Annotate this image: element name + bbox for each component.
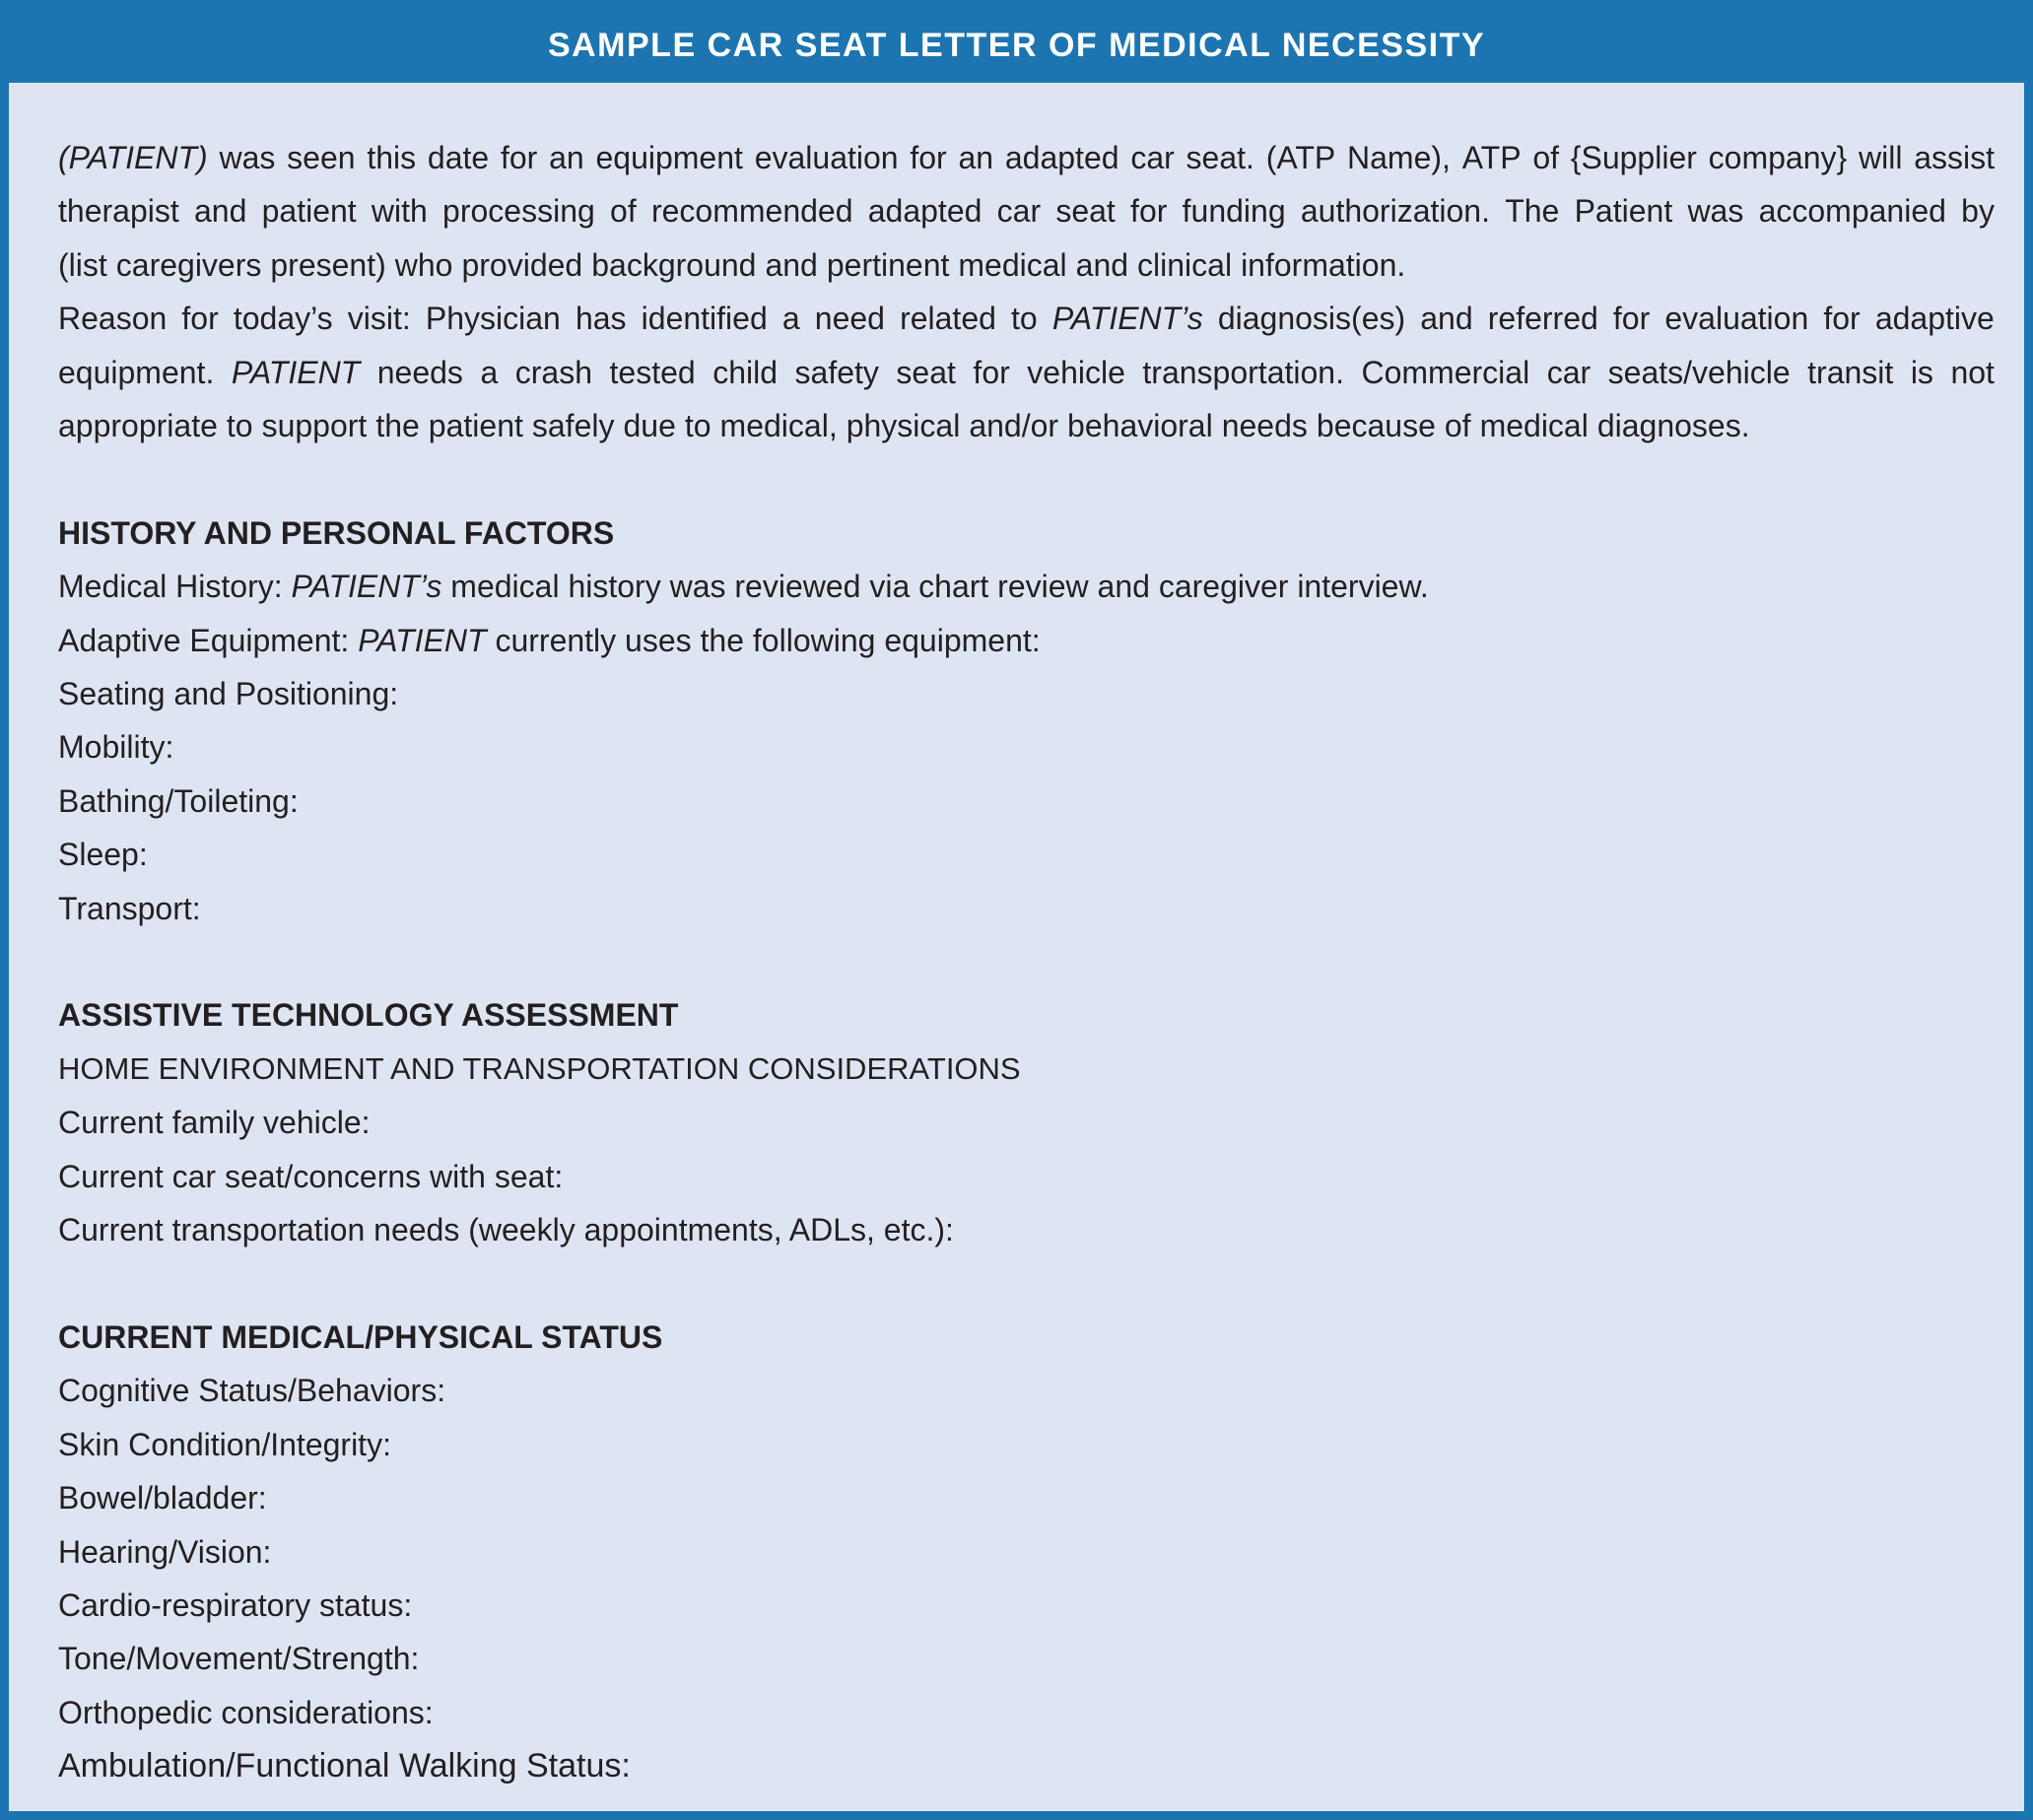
intro-word: tested bbox=[609, 354, 696, 390]
intro-word: seats/vehicle bbox=[1607, 354, 1791, 390]
history-item: Sleep: bbox=[58, 837, 148, 873]
intro-word: an bbox=[549, 140, 584, 175]
spacer bbox=[58, 452, 1995, 506]
status-item: Bowel/bladder: bbox=[58, 1480, 267, 1517]
intro-word: who bbox=[394, 246, 453, 283]
intro-word: for bbox=[973, 354, 1010, 390]
adaptive-equipment-label: Adaptive Equipment: bbox=[58, 622, 350, 658]
intro-word: evaluation bbox=[754, 140, 899, 175]
intro-word: equipment. bbox=[58, 354, 215, 390]
intro-word: diagnoses. bbox=[1596, 408, 1750, 444]
spacer bbox=[58, 1257, 1995, 1311]
intro-word: needs bbox=[376, 354, 463, 390]
intro-word: (ATP bbox=[1265, 140, 1336, 175]
status-item: Cardio-respiratory status: bbox=[58, 1586, 413, 1623]
history-item: Transport: bbox=[58, 890, 201, 926]
intro-word: patient bbox=[428, 408, 523, 444]
intro-word: The bbox=[1505, 193, 1560, 230]
intro-word: for bbox=[910, 140, 947, 175]
adaptive-equipment-subject: PATIENT bbox=[358, 622, 487, 658]
status-item: Tone/Movement/Strength: bbox=[58, 1641, 420, 1677]
adaptive-equipment-line bbox=[58, 614, 1995, 667]
intro-word: the bbox=[375, 408, 420, 444]
intro-word: adapted bbox=[1004, 140, 1119, 175]
letter-header bbox=[9, 9, 2024, 83]
intro-word: car bbox=[1546, 354, 1592, 390]
intro-word: seat bbox=[1055, 193, 1116, 230]
intro-word: visit: bbox=[347, 301, 411, 337]
intro-word: car bbox=[996, 193, 1042, 230]
intro-line bbox=[58, 292, 1995, 345]
intro-word: medical bbox=[1479, 408, 1589, 444]
intro-word: and bbox=[1075, 246, 1129, 283]
intro-word: this bbox=[367, 140, 417, 175]
intro-word: provided bbox=[461, 246, 583, 283]
medical-history-line bbox=[58, 560, 1995, 613]
intro-word: appropriate bbox=[58, 408, 218, 444]
intro-word: car bbox=[1130, 140, 1175, 175]
intro-word: physical bbox=[846, 408, 961, 444]
medical-history-text: medical history was reviewed via chart review and caregiver interview. bbox=[450, 569, 1429, 605]
intro-word: with bbox=[371, 193, 428, 230]
intro-word: to bbox=[684, 408, 712, 444]
status-last-item: Ambulation/Functional Walking Status: bbox=[58, 1747, 631, 1786]
intro-word: date bbox=[427, 140, 490, 175]
intro-word: PATIENT’s bbox=[1051, 301, 1203, 337]
intro-word: today’s bbox=[233, 301, 333, 337]
intro-word: pertinent bbox=[826, 246, 950, 283]
intro-word: is bbox=[1910, 354, 1933, 390]
intro-word: clinical bbox=[1137, 246, 1233, 283]
intro-line bbox=[58, 399, 1995, 452]
intro-word: of bbox=[1532, 140, 1560, 175]
intro-word: transit bbox=[1807, 354, 1894, 390]
intro-word: recommended bbox=[650, 193, 853, 230]
intro-word: has bbox=[575, 301, 627, 337]
intro-word: need bbox=[814, 301, 885, 337]
intro-word: processing bbox=[442, 193, 595, 230]
intro-word: background bbox=[591, 246, 757, 283]
intro-word: child bbox=[712, 354, 779, 390]
intro-word: company} bbox=[1708, 140, 1848, 175]
intro-word: of bbox=[1444, 408, 1471, 444]
intro-word: patient bbox=[261, 193, 357, 230]
adaptive-equipment-text: currently uses the following equipment: bbox=[495, 622, 1041, 658]
status-item: Hearing/Vision: bbox=[58, 1533, 272, 1570]
intro-word: for bbox=[1130, 193, 1168, 230]
intro-word: medical bbox=[958, 246, 1067, 283]
assessment-heading: ASSISTIVE TECHNOLOGY ASSESSMENT bbox=[58, 997, 679, 1034]
history-item: Bathing/Toileting: bbox=[58, 782, 299, 819]
intro-word: seat. bbox=[1186, 140, 1254, 175]
status-heading: CURRENT MEDICAL/PHYSICAL STATUS bbox=[58, 1318, 663, 1355]
intro-word: caregivers bbox=[115, 246, 262, 283]
intro-line bbox=[58, 131, 1995, 184]
intro-word: evaluation bbox=[1664, 301, 1809, 337]
intro-word: an bbox=[958, 140, 994, 175]
intro-word: adapted bbox=[867, 193, 983, 230]
intro-word: transportation. bbox=[1142, 354, 1344, 390]
intro-line bbox=[58, 346, 1995, 399]
intro-word: to bbox=[226, 408, 253, 444]
intro-word: vehicle bbox=[1027, 354, 1125, 390]
intro-word: needs bbox=[1221, 408, 1308, 444]
intro-word: (PATIENT) bbox=[58, 140, 208, 175]
intro-word: for bbox=[500, 140, 538, 175]
intro-word: identified bbox=[641, 301, 768, 337]
intro-word: a bbox=[781, 301, 800, 337]
intro-word: diagnosis(es) bbox=[1217, 301, 1406, 337]
intro-word: for bbox=[1823, 301, 1861, 337]
status-item: Skin Condition/Integrity: bbox=[58, 1426, 391, 1462]
intro-word: ATP bbox=[1461, 140, 1522, 175]
medical-history-label: Medical History: bbox=[58, 569, 283, 605]
intro-word: because bbox=[1316, 408, 1436, 444]
intro-word: and bbox=[193, 193, 247, 230]
intro-word: (list bbox=[58, 246, 107, 283]
intro-word: behavioral bbox=[1067, 408, 1213, 444]
intro-word: medical, bbox=[719, 408, 838, 444]
intro-word: authorization. bbox=[1300, 193, 1490, 230]
intro-word: and/or bbox=[969, 408, 1059, 444]
intro-word: to bbox=[1011, 301, 1038, 337]
letter-content bbox=[58, 131, 1995, 1793]
status-item: Cognitive Status/Behaviors: bbox=[58, 1373, 446, 1409]
intro-word: seen bbox=[287, 140, 356, 175]
intro-word: was bbox=[219, 140, 276, 175]
intro-word: PATIENT bbox=[231, 354, 361, 390]
intro-word: by bbox=[1961, 193, 1995, 230]
intro-word: present) bbox=[270, 246, 386, 283]
intro-word: Name), bbox=[1347, 140, 1451, 175]
intro-word: not bbox=[1950, 354, 1995, 390]
intro-word: related bbox=[900, 301, 996, 337]
letter-title: SAMPLE CAR SEAT LETTER OF MEDICAL NECESSITY bbox=[547, 27, 1486, 64]
intro-word: for bbox=[1612, 301, 1651, 337]
intro-word: funding bbox=[1182, 193, 1286, 230]
intro-line bbox=[58, 238, 1995, 292]
intro-word: assist bbox=[1914, 140, 1995, 175]
status-item: Orthopedic considerations: bbox=[58, 1694, 434, 1730]
intro-word: therapist bbox=[58, 193, 179, 230]
intro-word: will bbox=[1858, 140, 1903, 175]
spacer bbox=[58, 935, 1995, 988]
intro-paragraph bbox=[58, 131, 1995, 452]
intro-word: Reason bbox=[58, 301, 168, 337]
intro-word: a bbox=[480, 354, 499, 390]
intro-word: for bbox=[181, 301, 219, 337]
intro-word: safely bbox=[531, 408, 615, 444]
intro-word: seat bbox=[896, 354, 956, 390]
intro-word: of bbox=[610, 193, 637, 230]
assessment-item: Current family vehicle: bbox=[58, 1105, 371, 1141]
intro-word: safety bbox=[794, 354, 879, 390]
intro-word: Patient bbox=[1574, 193, 1673, 230]
history-item: Mobility: bbox=[58, 729, 174, 766]
intro-word: and bbox=[1420, 301, 1473, 337]
intro-word: referred bbox=[1487, 301, 1598, 337]
intro-line bbox=[58, 184, 1995, 237]
assessment-item: Current transportation needs (weekly appointments, ADLs, etc.): bbox=[58, 1212, 954, 1248]
intro-word: equipment bbox=[595, 140, 743, 175]
assessment-item: Current car seat/concerns with seat: bbox=[58, 1158, 564, 1194]
intro-word: and bbox=[765, 246, 818, 283]
history-item: Seating and Positioning: bbox=[58, 676, 399, 712]
intro-word: Physician bbox=[425, 301, 561, 337]
intro-word: information. bbox=[1241, 246, 1406, 283]
intro-word: Commercial bbox=[1361, 354, 1530, 390]
intro-word: crash bbox=[514, 354, 592, 390]
history-heading: HISTORY AND PERSONAL FACTORS bbox=[58, 514, 615, 551]
medical-history-subject: PATIENT’s bbox=[291, 569, 442, 605]
intro-word: was bbox=[1687, 193, 1744, 230]
intro-word: due bbox=[623, 408, 676, 444]
intro-word: accompanied bbox=[1758, 193, 1946, 230]
intro-word: {Supplier bbox=[1570, 140, 1697, 175]
intro-word: adaptive bbox=[1874, 301, 1995, 337]
intro-word: support bbox=[261, 408, 368, 444]
assessment-subheading: HOME ENVIRONMENT AND TRANSPORTATION CONSIDERATIONS bbox=[58, 1050, 1021, 1086]
